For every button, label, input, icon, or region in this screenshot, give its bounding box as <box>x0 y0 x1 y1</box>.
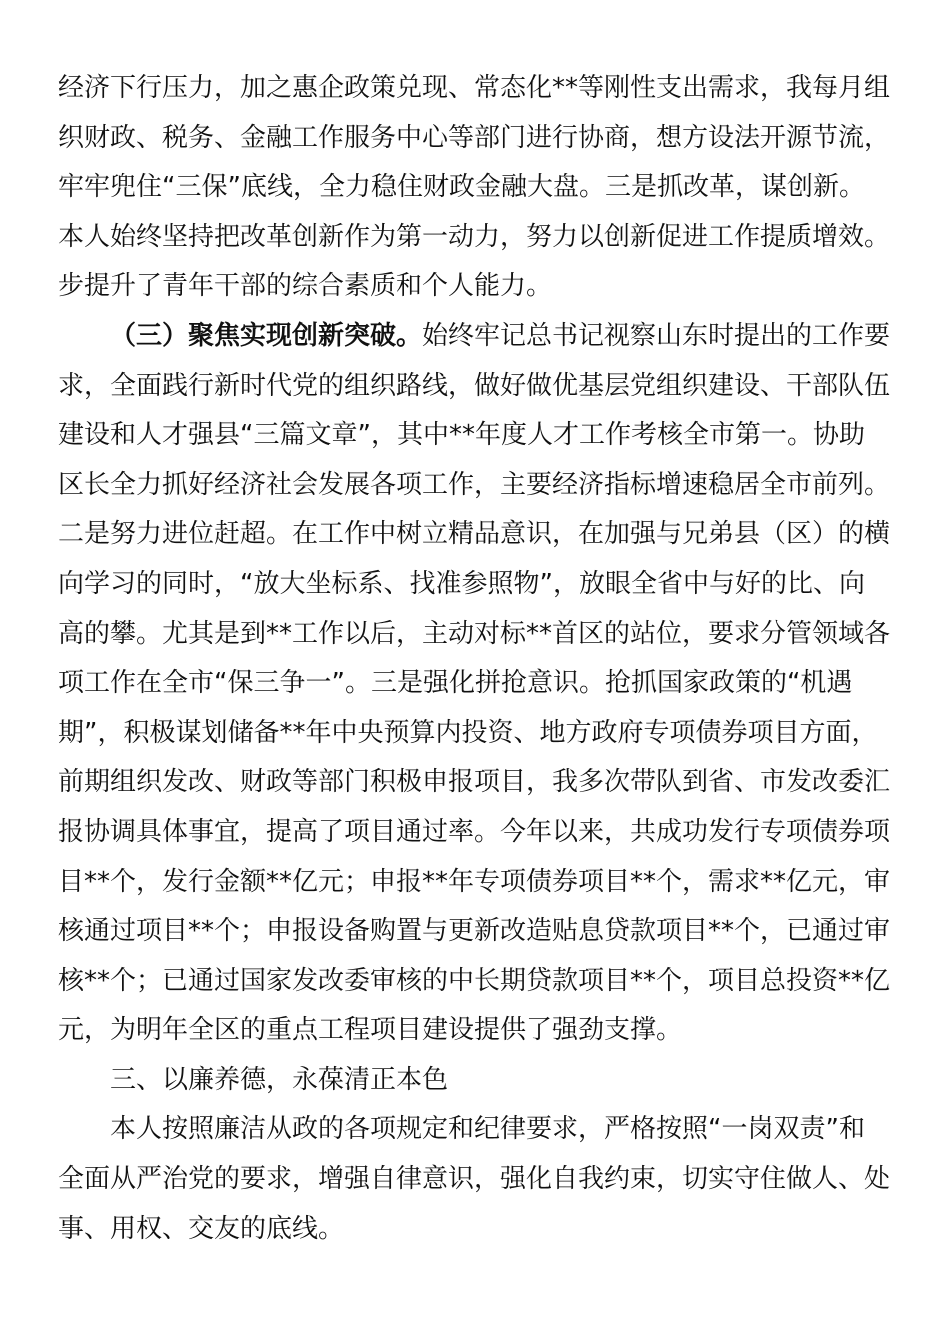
text-line: 本人始终坚持把改革创新作为第一动力，努力以创新促进工作提质增效。 <box>58 221 891 252</box>
text-line: 事、用权、交友的底线。 <box>58 1213 345 1244</box>
text-line: 高的攀。尤其是到**工作以后，主动对标**首区的站位，要求分管领域各 <box>58 618 891 649</box>
text-line: 期”，积极谋划储备**年中央预算内投资、地方政府专项债券项目方面， <box>58 717 878 748</box>
text-line: 向学习的同时，“放大坐标系、找准参照物”，放眼全省中与好的比、向 <box>58 568 865 599</box>
text-line: 求，全面践行新时代党的组织路线，做好做优基层党组织建设、干部队伍 <box>58 370 891 401</box>
text-line: 前期组织发改、财政等部门积极申报项目，我多次带队到省、市发改委汇 <box>58 767 891 798</box>
text-line: 牢牢兜住“三保”底线，全力稳住财政金融大盘。三是抓改革，谋创新。 <box>58 172 865 203</box>
text-line: 项工作在全市“保三争一”。三是强化拼抢意识。抢抓国家政策的“机遇 <box>58 668 853 699</box>
text-line: 步提升了青年干部的综合素质和个人能力。 <box>58 271 553 302</box>
text-line: 核**个；已通过国家发改委审核的中长期贷款项目**个，项目总投资**亿 <box>58 965 891 996</box>
section-heading: 三、以廉养德，永葆清正本色 <box>110 1064 449 1095</box>
text-line: 区长全力抓好经济社会发展各项工作，主要经济指标增速稳居全市前列。 <box>58 469 891 500</box>
text-line: 经济下行压力，加之惠企政策兑现、常态化**等刚性支出需求，我每月组 <box>58 73 891 103</box>
text-line: 报协调具体事宜，提高了项目通过率。今年以来，共成功发行专项债券项 <box>58 816 891 847</box>
section-three-heading: （三）聚焦实现创新突破。 <box>110 320 423 351</box>
section-three-paragraph-start <box>58 312 891 362</box>
text-line: 本人按照廉洁从政的各项规定和纪律要求，严格按照“一岗双责”和 <box>110 1114 865 1145</box>
text-line: 目**个，发行金额**亿元；申报**年专项债券项目**个，需求**亿元，审 <box>58 866 891 897</box>
section-three-text: 始终牢记总书记视察山东时提出的工作要 <box>422 320 891 351</box>
document-page <box>58 64 891 1254</box>
text-line: 织财政、税务、金融工作服务中心等部门进行协商，想方设法开源节流， <box>58 122 891 153</box>
text-line: 全面从严治党的要求，增强自律意识，强化自我约束，切实守住做人、处 <box>58 1164 891 1195</box>
text-line: 二是努力进位赶超。在工作中树立精品意识，在加强与兄弟县（区）的横 <box>58 519 891 550</box>
text-line: 元，为明年全区的重点工程项目建设提供了强劲支撑。 <box>58 1015 683 1046</box>
text-line: 核通过项目**个；申报设备购置与更新改造贴息贷款项目**个，已通过审 <box>58 916 891 947</box>
text-line: 建设和人才强县“三篇文章”，其中**年度人才工作考核全市第一。协助 <box>58 420 865 451</box>
